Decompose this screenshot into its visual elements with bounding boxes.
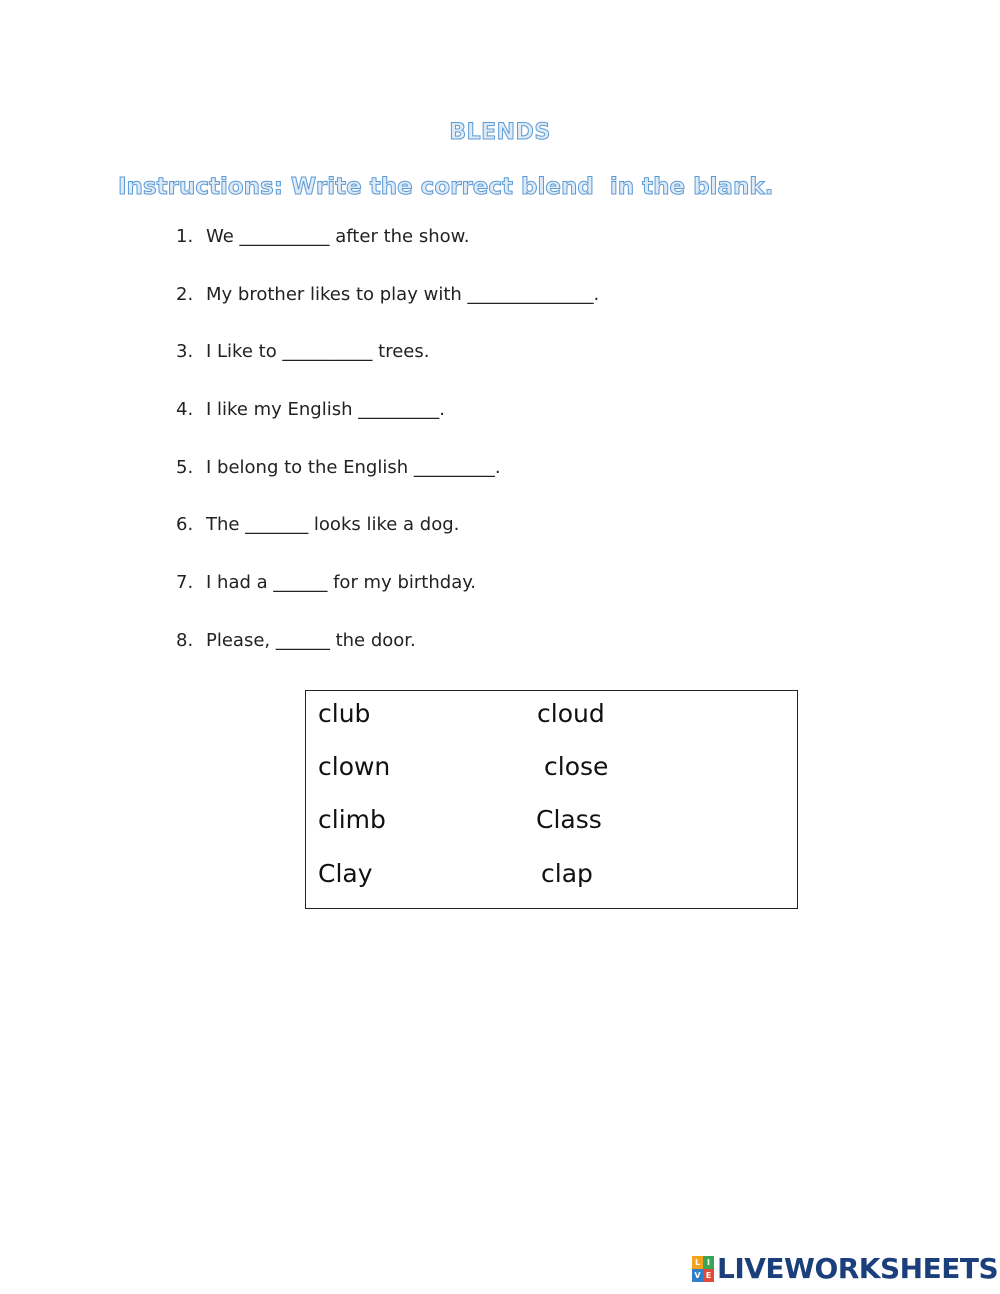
liveworksheets-logo[interactable] (692, 1252, 998, 1285)
question-item (176, 572, 599, 630)
question-item (176, 226, 599, 284)
question-list (176, 226, 599, 688)
logo-mark-cell: V (692, 1269, 703, 1282)
question-text: I Like to __________ trees. (206, 341, 430, 363)
question-item (176, 457, 599, 515)
question-item (176, 630, 599, 688)
worksheet-title: BLENDS (449, 120, 551, 145)
word-bank-word: climb (318, 805, 386, 834)
word-bank-word: close (544, 752, 609, 781)
question-number: 7. (176, 572, 194, 594)
question-text: My brother likes to play with ______________. (206, 283, 600, 305)
instructions-heading: Instructions: Write the correct blend in the blank. (118, 174, 774, 200)
question-item (176, 341, 599, 399)
question-number: 5. (176, 456, 194, 478)
word-bank-word: club (318, 699, 371, 728)
word-bank-word: Class (536, 805, 602, 834)
question-item (176, 284, 599, 342)
question-text: I had a ______ for my birthday. (206, 572, 477, 594)
question-text: The _______ looks like a dog. (206, 514, 460, 536)
logo-mark-cell: L (692, 1256, 703, 1269)
logo-mark-cell: I (703, 1256, 714, 1269)
question-item (176, 514, 599, 572)
word-bank-box (305, 690, 798, 909)
question-item (176, 399, 599, 457)
question-text: We __________ after the show. (206, 226, 470, 247)
word-bank-word: clap (541, 859, 593, 888)
logo-mark-cell: E (703, 1269, 714, 1282)
logo-mark-icon (692, 1256, 714, 1282)
word-bank-word: Clay (318, 859, 373, 888)
question-number: 6. (176, 514, 194, 536)
question-text: I like my English _________. (206, 399, 445, 421)
question-number: 1. (176, 226, 194, 247)
question-number: 3. (176, 341, 194, 363)
word-bank-word: cloud (537, 699, 605, 728)
question-number: 2. (176, 283, 194, 305)
question-text: I belong to the English _________. (206, 456, 501, 478)
logo-text: LIVEWORKSHEETS (717, 1252, 999, 1285)
question-number: 8. (176, 629, 194, 651)
word-bank-word: clown (318, 752, 391, 781)
question-text: Please, ______ the door. (206, 629, 416, 651)
question-number: 4. (176, 399, 194, 421)
